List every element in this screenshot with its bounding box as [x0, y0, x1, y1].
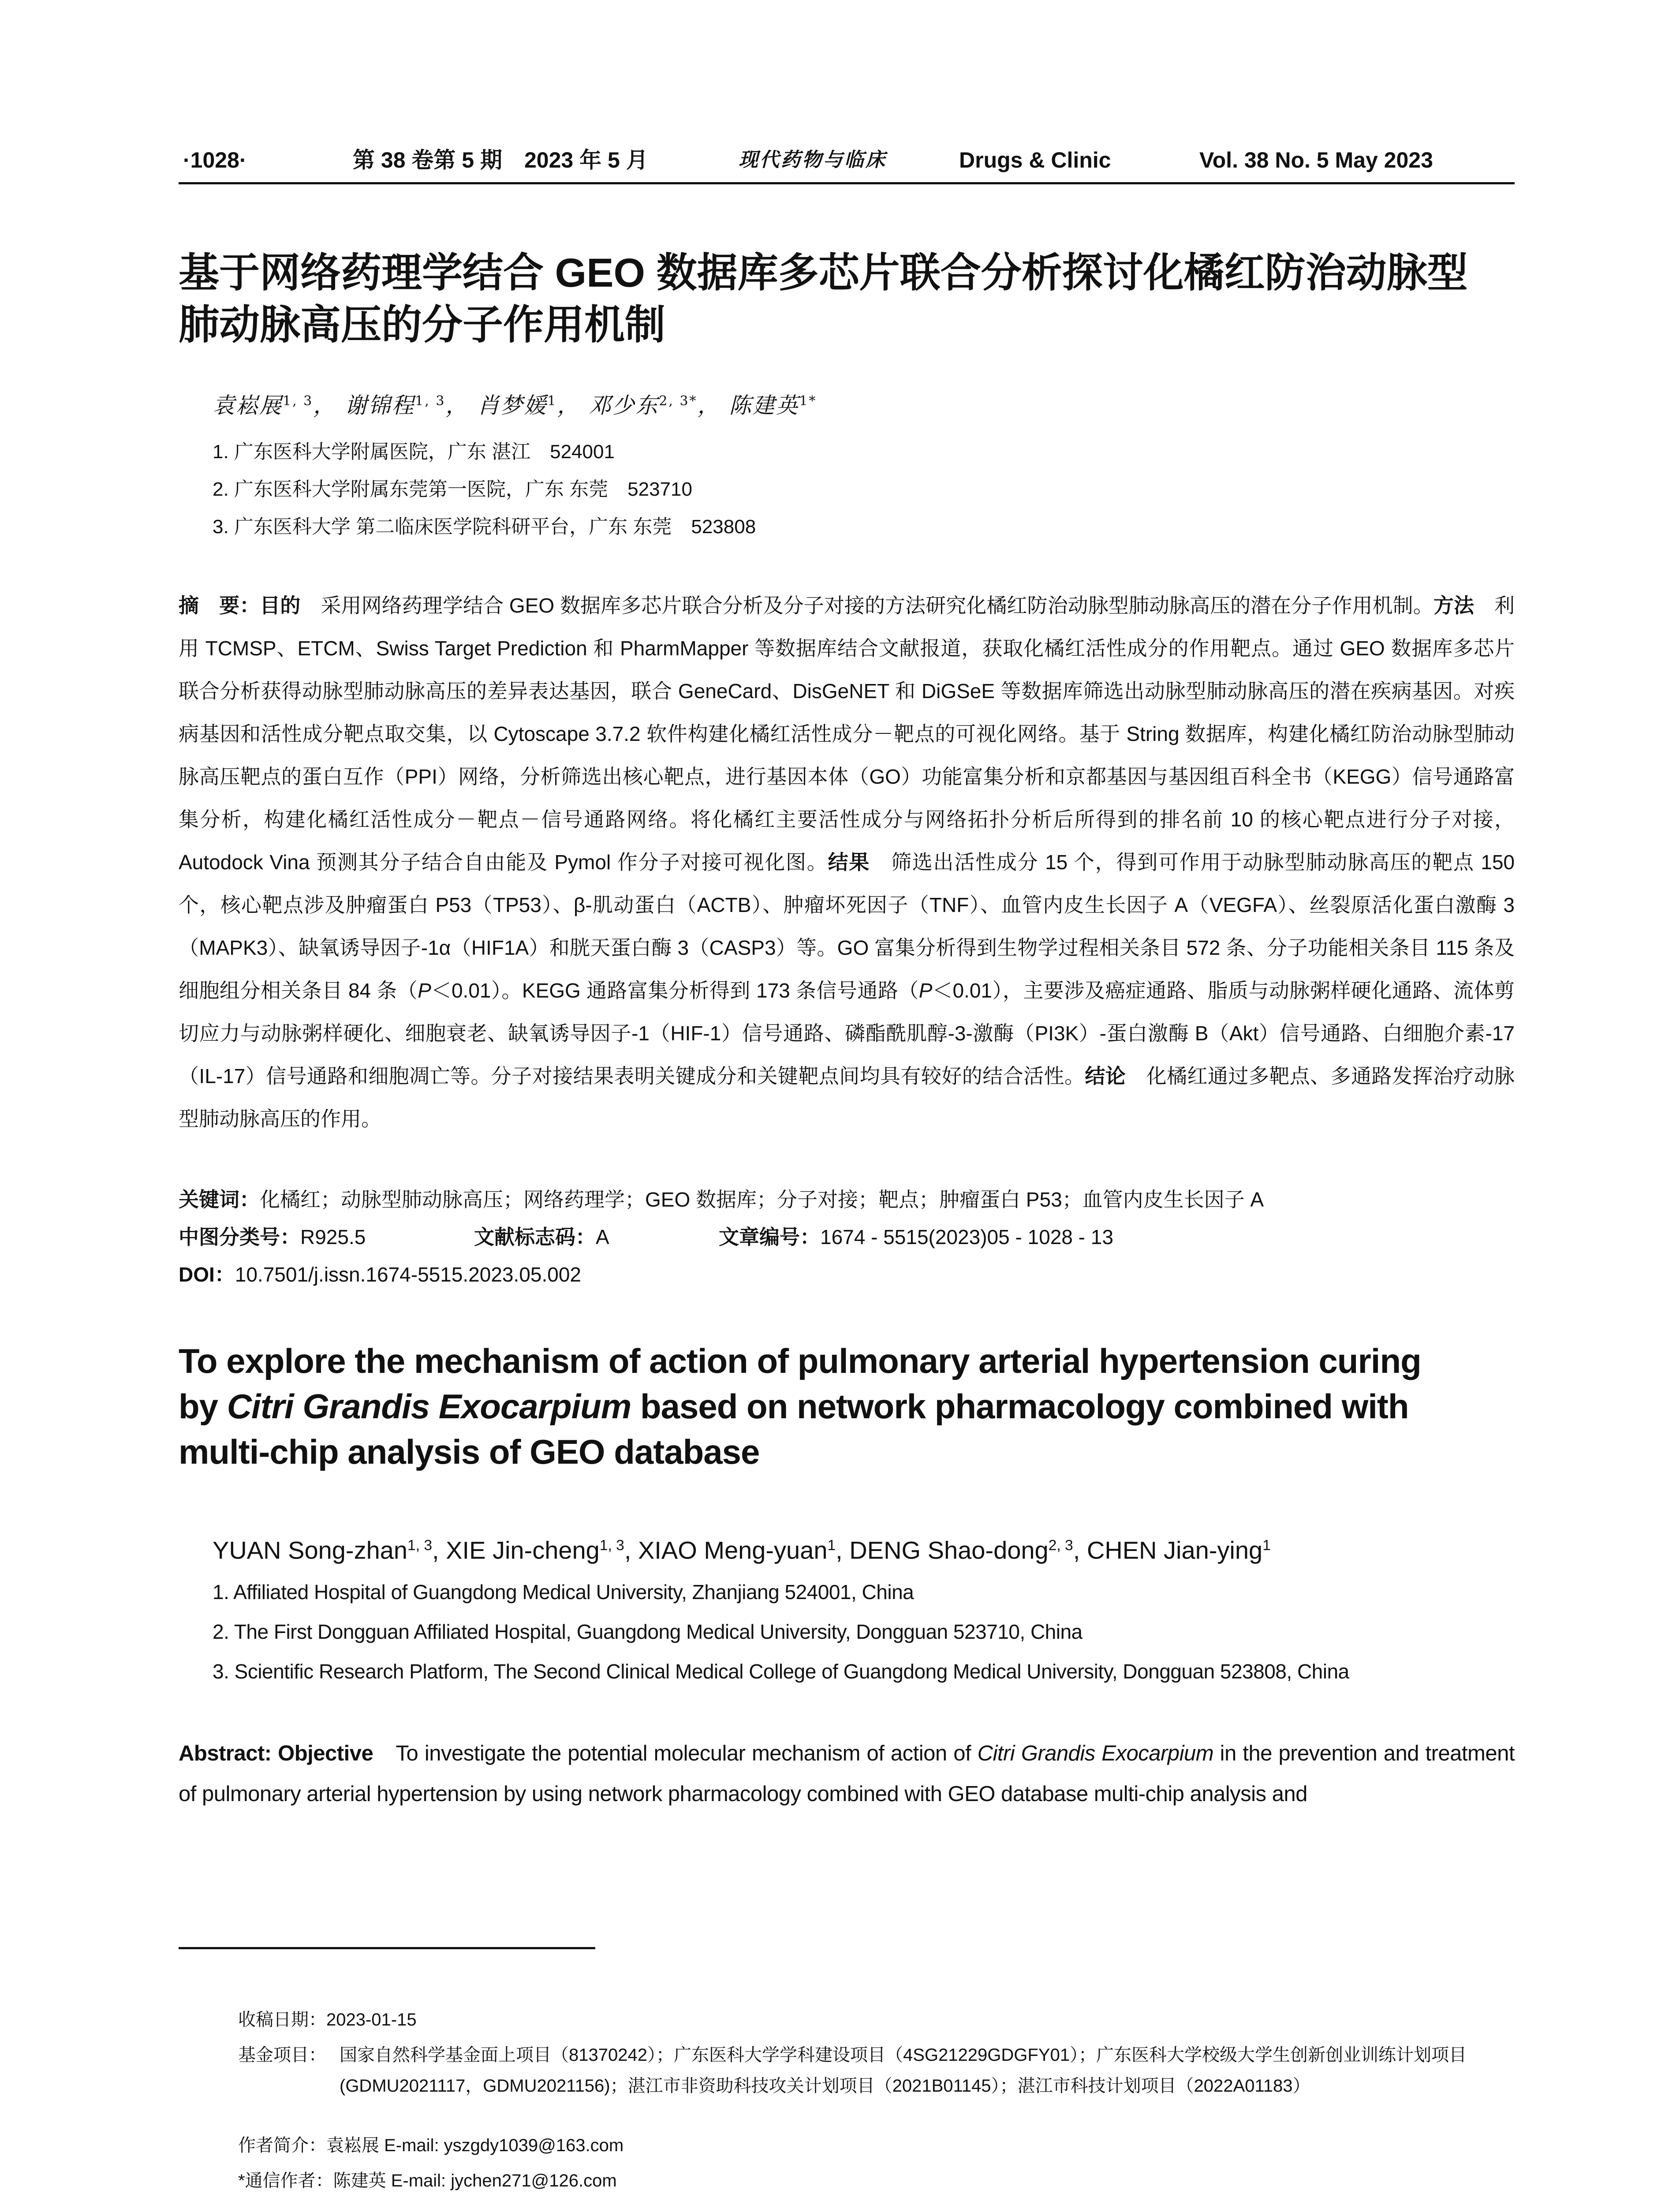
funding [238, 2040, 1508, 2101]
author-cn: 肖梦媛 [477, 392, 548, 419]
author-sup: 1* [799, 393, 817, 409]
author-en: XIE Jin-cheng [446, 1536, 600, 1564]
author-cn: 谢锦程 [345, 392, 415, 419]
result-text: ＜0.01）。KEGG 通路富集分析得到 173 条信号通路（ [431, 979, 919, 1002]
objective-label: 目的 [260, 594, 301, 617]
issue-en: Vol. 38 No. 5 May 2023 [1199, 148, 1433, 172]
received-date [238, 2004, 417, 2035]
keywords-label: 关键词： [179, 1188, 260, 1211]
doi-label: DOI： [179, 1263, 235, 1286]
conclusion-label: 结论 [1085, 1065, 1126, 1088]
article-value: 1674 - 5515(2023)05 - 1028 - 13 [820, 1226, 1113, 1248]
abstract-en-italic: Citri Grandis Exocarpium [977, 1742, 1214, 1765]
p-value-symbol: P [918, 979, 933, 1002]
running-header [179, 140, 1515, 184]
abstract-en-label: Abstract: Objective [179, 1742, 373, 1765]
fund-text: 国家自然科学基金面上项目（81370242）；广东医科大学学科建设项目（4SG21229GDGFY01）；广东医科大学校级大学生创新创业训练计划项目(GDMU2021117，GDMU2021156)；湛江市非资助科技攻关计划项目（2021B01145）；湛江市科技计划项目（2022A01183） [340, 2045, 1467, 2096]
received-label: 收稿日期： [238, 2010, 326, 2029]
affiliation-en: 2. The First Dongguan Affiliated Hospital, Guangdong Medical University, Dongguan 523710, China [213, 1620, 1083, 1643]
author-sup: 1 [1262, 1537, 1271, 1554]
author-sup: 2, 3* [659, 393, 698, 409]
title-en-part: by [179, 1387, 227, 1426]
authors-en: YUAN Song-zhan$^{1, 3}$, XIE Jin-cheng$^{1, 3}$, XIAO Meng-yuan$^1$, DENG Shao-dong$^{2, 3}$, CHEN Jian-ying$^1$ [213, 1536, 1271, 1564]
author-bio [238, 2130, 623, 2161]
author-sup: 1, 3 [283, 393, 314, 409]
method-text: 利用 TCMSP、ETCM、Swiss Target Prediction 和 PharmMapper 等数据库结合文献报道，获取化橘红活性成分的作用靶点。通过 GEO 数据库多芯片联合分析获得动脉型肺动脉高压的差异表达基因，联合 GeneCard、DisGeNET 和 DiGSeE 等数据库筛选出动脉型肺动脉高压的潜在疾病基因。对疾病基因和活性成分靶点取交集，以 Cytoscape 3.7.2 软件构建化橘红活性成分－靶点的可视化网络。基于 String 数据库，构建化橘红防治动脉型肺动脉高压靶点的蛋白互作（PPI）网络，分析筛选出核心靶点，进行基因本体（GO）功能富集分析和京都基因与基因组百科全书（KEGG）信号通路富集分析，构建化橘红活性成分－靶点－信号通路网络。将化橘红主要活性成分与网络拓扑分析后所得到的排名前 10 的核心靶点进行分子对接，Autodock Vina 预测其分子结合自由能及 Pymol 作分子对接可视化图。 [179, 594, 1515, 874]
affiliation-en: 3. Scientific Research Platform, The Second Clinical Medical College of Guangdong Medical University, Dongguan 523808, China [213, 1660, 1349, 1683]
class-value: R925.5 [300, 1226, 366, 1248]
author-sup: 2, 3 [1048, 1537, 1073, 1554]
class-label: 中图分类号： [179, 1226, 300, 1248]
title-en-part: multi-chip analysis of GEO database [179, 1432, 760, 1471]
affiliation-cn: 3. 广东医科大学 第二临床医学院科研平台，广东 东莞 523808 [213, 516, 756, 538]
author-sup: 1, 3 [407, 1537, 433, 1554]
issue-cn: 第 38 卷第 5 期 2023 年 5 月 [353, 148, 648, 172]
author-bio-label: 作者简介： [238, 2136, 326, 2155]
title-en [179, 1338, 1528, 1475]
corr-text: 陈建英 E-mail: jychen271@126.com [333, 2171, 617, 2190]
footnote-divider [179, 1947, 595, 1949]
result-text: ＜0.01），主要涉及癌症通路、脂质与动脉粥样硬化通路、流体剪切应力与动脉粥样硬化、细胞衰老、缺氧诱导因子-1（HIF-1）信号通路、磷酯酰肌醇-3-激酶（PI3K）-蛋白激酶 B（Akt）信号通路、白细胞介素-17（IL-17）信号通路和细胞凋亡等。分子对接结果表明关键成分和关键靶点间均具有较好的结合活性。 [179, 979, 1515, 1088]
author-cn: 袁崧展 [213, 392, 283, 419]
affiliation-cn: 2. 广东医科大学附属东莞第一医院，广东 东莞 523710 [213, 478, 692, 500]
author-bio-text: 袁崧展 E-mail: yszgdy1039@163.com [326, 2136, 624, 2155]
author-en: CHEN Jian-ying [1086, 1536, 1263, 1564]
corresponding-author-2 [355, 2201, 709, 2205]
doi-line [179, 1257, 581, 1292]
abstract-en-text: To investigate the potential molecular mechanism of action of [373, 1742, 978, 1765]
title-cn-line1: 基于网络药理学结合 GEO 数据库多芯片联合分析探讨化橘红防治动脉型 [179, 250, 1468, 295]
keywords-text: 化橘红；动脉型肺动脉高压；网络药理学；GEO 数据库；分子对接；靶点；肿瘤蛋白 P53；血管内皮生长因子 A [260, 1188, 1264, 1211]
author-en: YUAN Song-zhan [213, 1536, 408, 1564]
doccode-label: 文献标志码： [474, 1226, 596, 1248]
journal-name-cn: 现代药物与临床 [739, 149, 887, 171]
author-en: DENG Shao-dong [849, 1536, 1049, 1564]
author-sup: 1 [827, 1537, 836, 1554]
p-value-symbol: P [418, 979, 431, 1002]
method-label: 方法 [1433, 594, 1474, 617]
authors-cn: 袁崧展$^{1, 3}$， 谢锦程$^{1, 3}$， 肖梦媛$^1$， 邓少东$^{2, 3*}$， 陈建英$^{1*}$ [213, 392, 817, 419]
abstract-cn [179, 584, 1515, 1140]
journal-name-en: Drugs & Clinic [959, 148, 1111, 172]
author-sup: 1 [547, 393, 557, 409]
conclusion-text: 化橘红通过多靶点、多通路发挥治疗动脉型肺动脉高压的作用。 [179, 1065, 1515, 1130]
keywords-cn [179, 1182, 1264, 1217]
doi-link[interactable]: 10.7501/j.issn.1674-5515.2023.05.002 [235, 1263, 581, 1286]
title-en-part: based on network pharmacology combined with [631, 1387, 1409, 1426]
received-value: 2023-01-15 [326, 2010, 417, 2029]
corr-label: *通信作者： [238, 2171, 333, 2190]
affiliation-cn: 1. 广东医科大学附属医院，广东 湛江 524001 [213, 441, 615, 463]
title-en-part: To explore the mechanism of action of pulmonary arterial hypertension curing [179, 1342, 1421, 1380]
objective-text: 采用网络药理学结合 GEO 数据库多芯片联合分析及分子对接的方法研究化橘红防治动脉型肺动脉高压的潜在分子作用机制。 [300, 594, 1434, 617]
corresponding-author [238, 2165, 617, 2196]
page-number: ·1028· [183, 148, 247, 172]
article-label: 文章编号： [719, 1226, 820, 1248]
author-cn: 陈建英 [729, 392, 799, 419]
fund-label: 基金项目： [238, 2045, 326, 2065]
abstract-en-text: in the prevention and treatment of pulmonary arterial hypertension by using network pharmacology combined with GEO database multi-chip analysis and [179, 1742, 1515, 1806]
author-sup: 1, 3 [599, 1537, 624, 1554]
result-text: 筛选出活性成分 15 个，得到可作用于动脉型肺动脉高压的靶点 150 个，核心靶点涉及肿瘤蛋白 P53（TP53）、β-肌动蛋白（ACTB）、肿瘤坏死因子（TNF）、血管内皮生长因子 A（VEGFA）、丝裂原活化蛋白激酶 3（MAPK3）、缺氧诱导因子-1α（HIF1A）和胱天蛋白酶 3（CASP3）等。GO 富集分析得到生物学过程相关条目 572 条、分子功能相关条目 115 条及细胞组分相关条目 84 条（ [179, 851, 1515, 1002]
author-sup: 1, 3 [415, 393, 446, 409]
title-cn [179, 247, 1523, 351]
author-cn: 邓少东 [589, 392, 659, 419]
doccode-value: A [596, 1226, 609, 1248]
classification-line [179, 1219, 1113, 1255]
affiliation-en: 1. Affiliated Hospital of Guangdong Medical University, Zhanjiang 524001, China [213, 1581, 914, 1603]
title-cn-line2: 肺动脉高压的分子作用机制 [179, 303, 666, 348]
title-en-italic: Citri Grandis Exocarpium [227, 1387, 631, 1426]
result-label: 结果 [828, 851, 870, 874]
abstract-en [179, 1733, 1515, 1814]
abstract-label: 摘 要： [179, 594, 260, 617]
author-en: XIAO Meng-yuan [638, 1536, 828, 1564]
